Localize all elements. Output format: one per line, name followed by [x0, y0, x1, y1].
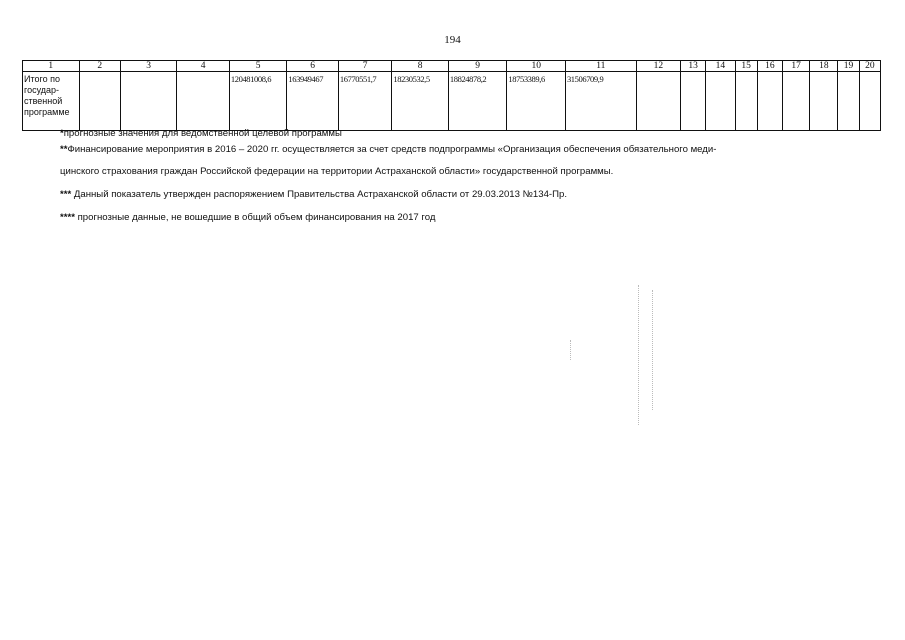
- column-header: 9: [448, 61, 507, 72]
- page-number: 194: [444, 34, 461, 46]
- footnote-text: прогнозные данные, не вошедшие в общий объем финансирования на 2017 год: [77, 212, 436, 223]
- column-header: 20: [859, 61, 880, 72]
- column-header: 17: [782, 61, 809, 72]
- column-header: 5: [229, 61, 287, 72]
- column-header: 19: [838, 61, 859, 72]
- table-cell: [757, 72, 782, 131]
- table-cell: [636, 72, 680, 131]
- footnote-text: Финансирование мероприятия в 2016 – 2020 гг. осуществляется за счет средств подпрограммы «Организация обеспечения обязательного меди-: [67, 144, 717, 155]
- footnote-financing-continued: [60, 166, 613, 178]
- footnote-marker: ****: [60, 212, 75, 223]
- footnote-marker: ***: [60, 189, 72, 200]
- column-header: 11: [565, 61, 636, 72]
- footnote-forecast-values: [60, 128, 342, 140]
- table-cell: 120481008,6: [229, 72, 287, 131]
- footnote-government-order: [60, 189, 567, 201]
- scan-artifact: [652, 290, 653, 410]
- table-cell: [810, 72, 838, 131]
- table-cell: [79, 72, 120, 131]
- table-cell: [782, 72, 809, 131]
- column-header: 13: [681, 61, 706, 72]
- table-cell: 16770551,7: [338, 72, 391, 131]
- table-row-total: [23, 72, 881, 131]
- footnote-forecast-data-2017: [60, 212, 435, 224]
- column-header: 8: [392, 61, 449, 72]
- column-header: 12: [636, 61, 680, 72]
- table-cell: 18824878,2: [448, 72, 507, 131]
- scan-artifact: [638, 285, 639, 425]
- scan-artifact: [570, 340, 571, 360]
- column-header: 4: [177, 61, 229, 72]
- table-cell: 18230532,5: [392, 72, 449, 131]
- footnote-text: Данный показатель утвержден распоряжением Правительства Астраханской области от 29.03.2013 №134-Пр.: [73, 189, 568, 200]
- table-cell: [735, 72, 757, 131]
- column-header: 14: [706, 61, 735, 72]
- column-header: 18: [810, 61, 838, 72]
- row-label: Итого по государ-ственной программе: [23, 72, 80, 131]
- column-header: 1: [23, 61, 80, 72]
- table-cell: 18753389,6: [507, 72, 566, 131]
- table-cell: [120, 72, 177, 131]
- table-header-row: [23, 61, 881, 72]
- table-cell: [838, 72, 859, 131]
- table-cell: [681, 72, 706, 131]
- column-header: 2: [79, 61, 120, 72]
- column-header: 15: [735, 61, 757, 72]
- footnote-text: цинского страхования граждан Российской федерации на территории Астраханской области» государственной программы.: [60, 166, 614, 177]
- footnote-text: прогнозные значения для ведомственной целевой программы: [63, 128, 342, 139]
- table-cell: 163949467: [287, 72, 338, 131]
- column-header: 10: [507, 61, 566, 72]
- footnote-marker: *: [60, 128, 64, 139]
- column-header: 3: [120, 61, 177, 72]
- column-header: 6: [287, 61, 338, 72]
- table-cell: 31506709,9: [565, 72, 636, 131]
- column-header: 16: [757, 61, 782, 72]
- table-cell: [177, 72, 229, 131]
- table-cell: [859, 72, 880, 131]
- column-header: 7: [338, 61, 391, 72]
- footnote-financing: [60, 144, 716, 156]
- financing-table: [22, 60, 881, 131]
- table-cell: [706, 72, 735, 131]
- footnote-marker: **: [60, 144, 68, 155]
